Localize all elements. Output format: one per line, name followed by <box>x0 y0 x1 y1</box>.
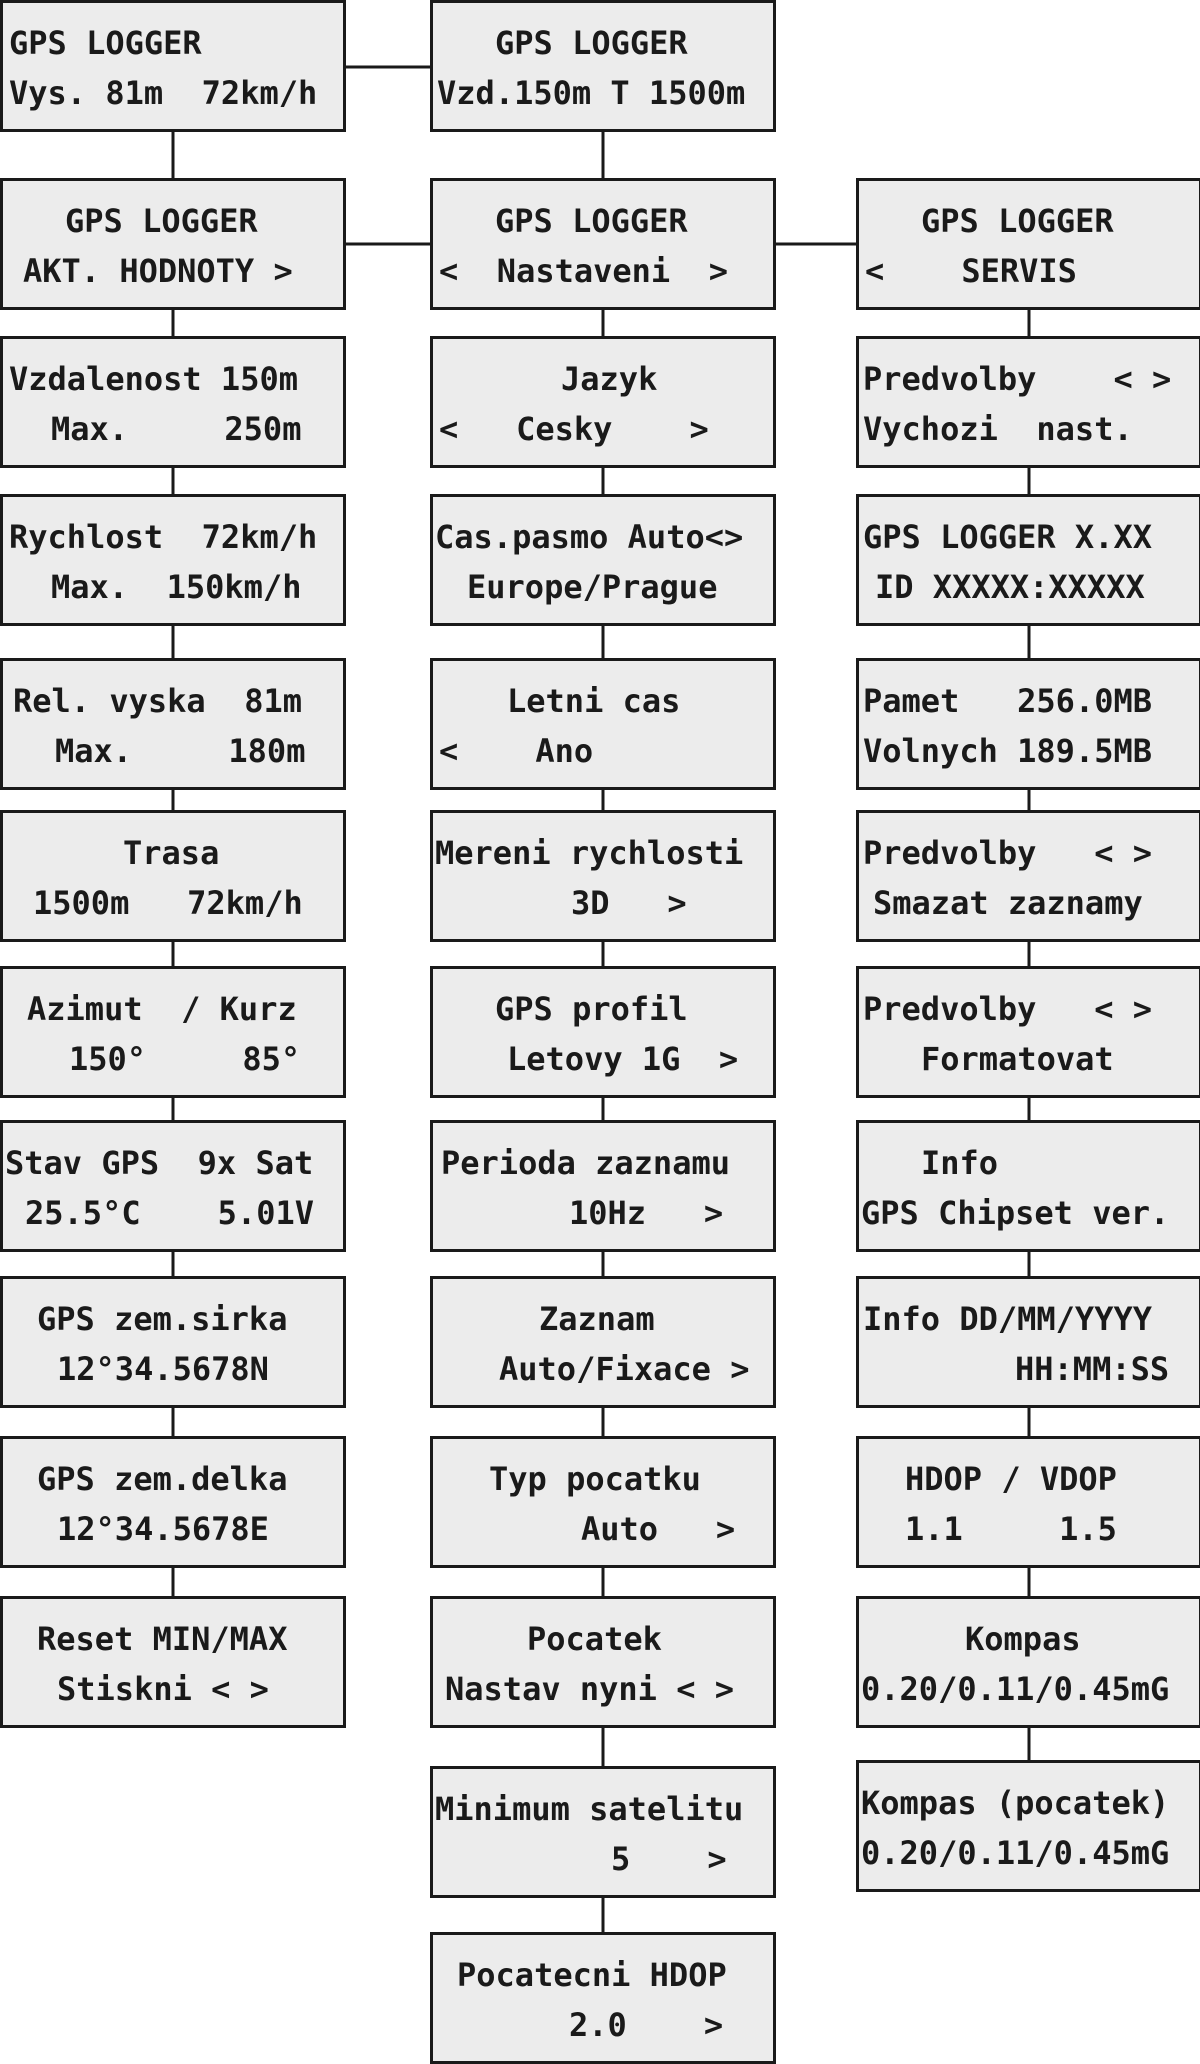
node-line-2: 5 > <box>611 1840 727 1878</box>
node-line-2: Max. 150km/h <box>51 568 302 606</box>
node-line-1: GPS LOGGER <box>495 202 688 240</box>
node-line-1: Zaznam <box>539 1300 655 1338</box>
node-line-1: Pamet 256.0MB <box>863 682 1152 720</box>
node-line-2: Vys. 81m 72km/h <box>9 74 318 112</box>
node-line-1: Letni cas <box>507 682 681 720</box>
node-line-1: Rychlost 72km/h <box>9 518 318 556</box>
node-line-2: < Cesky > <box>439 410 709 448</box>
node-jazyk <box>430 336 776 468</box>
node-line-1: Cas.pasmo Auto<> <box>435 518 744 556</box>
node-line-2: 12°34.5678N <box>57 1350 269 1388</box>
node-gps-profil <box>430 966 776 1098</box>
node-line-1: Info <box>921 1144 999 1182</box>
node-hdop-vdop <box>856 1436 1200 1568</box>
node-line-2: 0.20/0.11/0.45mG <box>861 1834 1170 1872</box>
node-line-1: Pocatecni HDOP <box>457 1956 727 1994</box>
node-zaznam <box>430 1276 776 1408</box>
node-line-2: 1500m 72km/h <box>33 884 303 922</box>
node-zem-sirka <box>0 1276 346 1408</box>
node-line-2: Letovy 1G > <box>507 1040 739 1078</box>
node-cas-pasmo <box>430 494 776 626</box>
node-line-1: GPS LOGGER <box>65 202 258 240</box>
node-line-1: Predvolby < > <box>863 834 1152 872</box>
node-line-1: Vzdalenost 150m <box>9 360 298 398</box>
node-line-1: Perioda zaznamu <box>441 1144 730 1182</box>
node-rel-vyska <box>0 658 346 790</box>
node-line-1: Stav GPS 9x Sat <box>5 1144 314 1182</box>
node-line-2: Nastav nyni < > <box>445 1670 734 1708</box>
node-line-1: GPS profil <box>495 990 688 1028</box>
node-line-1: Rel. vyska 81m <box>13 682 302 720</box>
node-line-1: Pocatek <box>527 1620 662 1658</box>
node-line-2: 2.0 > <box>569 2006 724 2044</box>
node-perioda-zaznamu <box>430 1120 776 1252</box>
node-mereni-rychlosti <box>430 810 776 942</box>
node-line-2: 25.5°C 5.01V <box>25 1194 314 1232</box>
node-line-1: GPS LOGGER <box>495 24 688 62</box>
node-kompas-pocatek <box>856 1760 1200 1892</box>
node-line-2: GPS Chipset ver. <box>861 1194 1170 1232</box>
node-line-2: AKT. HODNOTY > <box>23 252 293 290</box>
node-line-1: Trasa <box>123 834 220 872</box>
node-line-1: Predvolby < > <box>863 990 1152 1028</box>
node-line-1: Mereni rychlosti <box>435 834 744 872</box>
node-pocatek <box>430 1596 776 1728</box>
node-line-1: GPS zem.delka <box>37 1460 288 1498</box>
node-reset-minmax <box>0 1596 346 1728</box>
node-line-1: HDOP / VDOP <box>905 1460 1117 1498</box>
node-line-1: GPS LOGGER <box>921 202 1114 240</box>
node-kompas <box>856 1596 1200 1728</box>
node-typ-pocatku <box>430 1436 776 1568</box>
node-pamet <box>856 658 1200 790</box>
node-line-1: Predvolby < > <box>863 360 1172 398</box>
node-line-2: Auto > <box>581 1510 736 1548</box>
node-info-datetime <box>856 1276 1200 1408</box>
node-line-2: 3D > <box>571 884 687 922</box>
node-line-2: Smazat zaznamy <box>873 884 1143 922</box>
node-akt-hodnoty <box>0 178 346 310</box>
node-predvolby-vychozi <box>856 336 1200 468</box>
node-pocatecni-hdop <box>430 1932 776 2064</box>
node-azimut-kurz <box>0 966 346 1098</box>
node-line-1: Kompas <box>965 1620 1081 1658</box>
node-nastaveni <box>430 178 776 310</box>
node-line-2: HH:MM:SS <box>1015 1350 1170 1388</box>
node-line-2: 150° 85° <box>69 1040 301 1078</box>
node-line-2: 0.20/0.11/0.45mG <box>861 1670 1170 1708</box>
node-zem-delka <box>0 1436 346 1568</box>
node-line-2: Vychozi nast. <box>863 410 1133 448</box>
node-stav-gps <box>0 1120 346 1252</box>
node-left-status <box>0 0 346 132</box>
node-line-2: Max. 250m <box>51 410 302 448</box>
node-servis <box>856 178 1200 310</box>
node-line-1: Info DD/MM/YYYY <box>863 1300 1152 1338</box>
node-line-2: 12°34.5678E <box>57 1510 269 1548</box>
node-predvolby-formatovat <box>856 966 1200 1098</box>
node-line-1: Jazyk <box>561 360 658 398</box>
node-info-chipset <box>856 1120 1200 1252</box>
node-predvolby-smazat <box>856 810 1200 942</box>
node-line-2: Volnych 189.5MB <box>863 732 1152 770</box>
node-line-1: GPS LOGGER X.XX <box>863 518 1152 556</box>
node-line-1: Reset MIN/MAX <box>37 1620 288 1658</box>
node-line-2: 1.1 1.5 <box>905 1510 1117 1548</box>
node-line-2: Europe/Prague <box>467 568 718 606</box>
node-line-2: ID XXXXX:XXXXX <box>875 568 1145 606</box>
node-line-2: Formatovat <box>921 1040 1114 1078</box>
node-line-1: Kompas (pocatek) <box>861 1784 1170 1822</box>
node-line-2: Vzd.150m T 1500m <box>437 74 746 112</box>
node-letni-cas <box>430 658 776 790</box>
node-rychlost <box>0 494 346 626</box>
node-line-1: Minimum satelitu <box>435 1790 744 1828</box>
node-minimum-satelitu <box>430 1766 776 1898</box>
node-trasa <box>0 810 346 942</box>
node-line-1: GPS zem.sirka <box>37 1300 288 1338</box>
node-line-2: < SERVIS <box>865 252 1077 290</box>
node-line-1: Azimut / Kurz <box>27 990 297 1028</box>
node-middle-status <box>430 0 776 132</box>
node-line-2: 10Hz > <box>569 1194 724 1232</box>
node-line-1: GPS LOGGER <box>9 24 202 62</box>
node-line-2: < Ano <box>439 732 594 770</box>
node-vzdalenost <box>0 336 346 468</box>
node-line-2: < Nastaveni > <box>439 252 728 290</box>
node-line-2: Auto/Fixace > <box>499 1350 750 1388</box>
node-gps-logger-version <box>856 494 1200 626</box>
node-line-2: Stiskni < > <box>57 1670 269 1708</box>
node-line-2: Max. 180m <box>55 732 306 770</box>
node-line-1: Typ pocatku <box>489 1460 701 1498</box>
